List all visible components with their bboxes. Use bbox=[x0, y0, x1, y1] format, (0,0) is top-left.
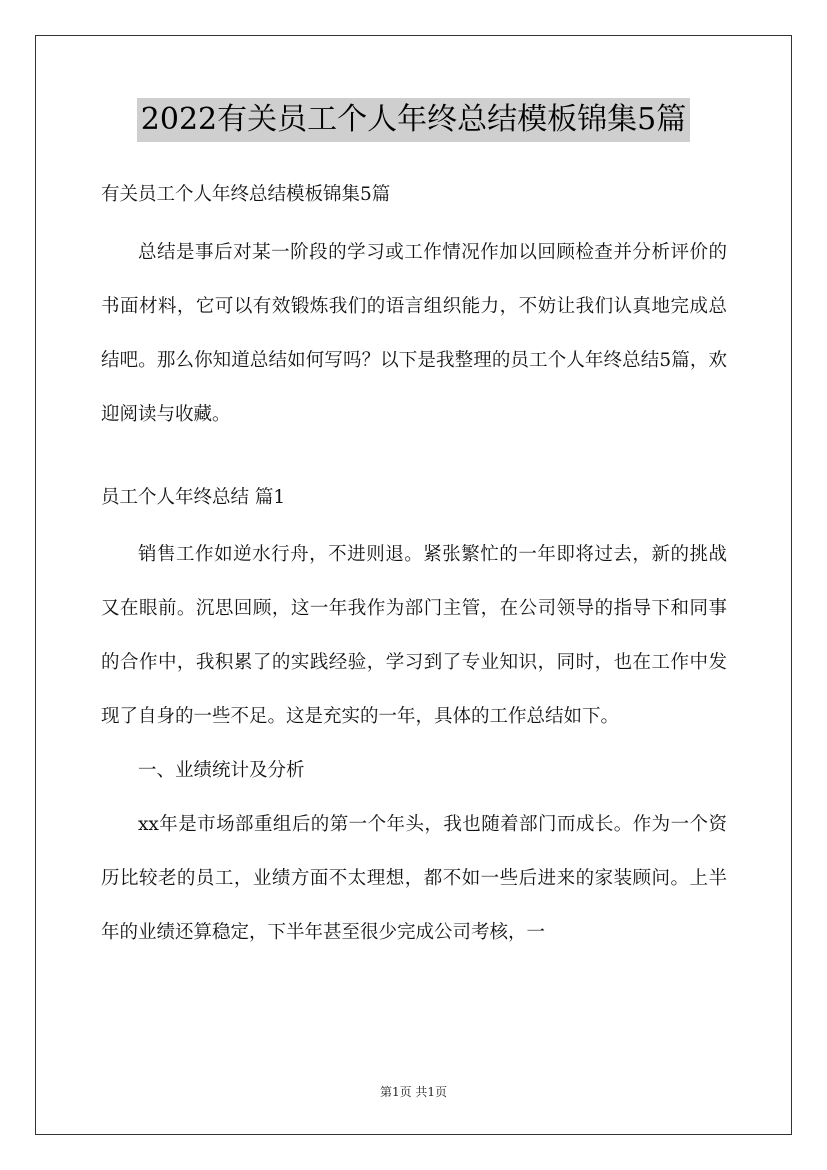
intro-paragraph: 总结是事后对某一阶段的学习或工作情况作加以回顾检查并分析评价的书面材料，它可以有效锻炼我们的语言组织能力，不妨让我们认真地完成总结吧。那么你知道总结如何写吗？以下是我整理的员工个人年终总结5篇，欢迎阅读与收藏。 bbox=[101, 242, 727, 425]
section-paragraph-2: xx年是市场部重组后的第一个年头，我也随着部门而成长。作为一个资历比较老的员工，业绩方面不太理想，都不如一些后进来的家装顾问。上半年的业绩还算稳定，下半年甚至很少完成公司考核，一 bbox=[101, 814, 727, 943]
page-footer: 第1页 共1页 bbox=[379, 1085, 448, 1099]
spacer bbox=[101, 516, 727, 528]
spacer bbox=[101, 442, 727, 480]
spacer bbox=[101, 213, 727, 226]
subheading: 一、业绩统计及分析 bbox=[138, 760, 305, 781]
section-heading: 员工个人年终总结 篇1 bbox=[101, 487, 286, 508]
document-subtitle: 有关员工个人年终总结模板锦集5篇 bbox=[101, 184, 391, 205]
section-paragraph-1: 销售工作如逆水行舟，不进则退。紧张繁忙的一年即将过去，新的挑战又在眼前。沉思回顾，这一年我作为部门主管，在公司领导的指导下和同事的合作中，我积累了的实践经验，学习到了专业知识，同时，也在工作中发现了自身的一些不足。这是充实的一年，具体的工作总结如下。 bbox=[101, 544, 727, 727]
title-container bbox=[0, 98, 827, 142]
document-body bbox=[101, 177, 727, 960]
document-title: 2022有关员工个人年终总结模板锦集5篇 bbox=[137, 98, 690, 142]
